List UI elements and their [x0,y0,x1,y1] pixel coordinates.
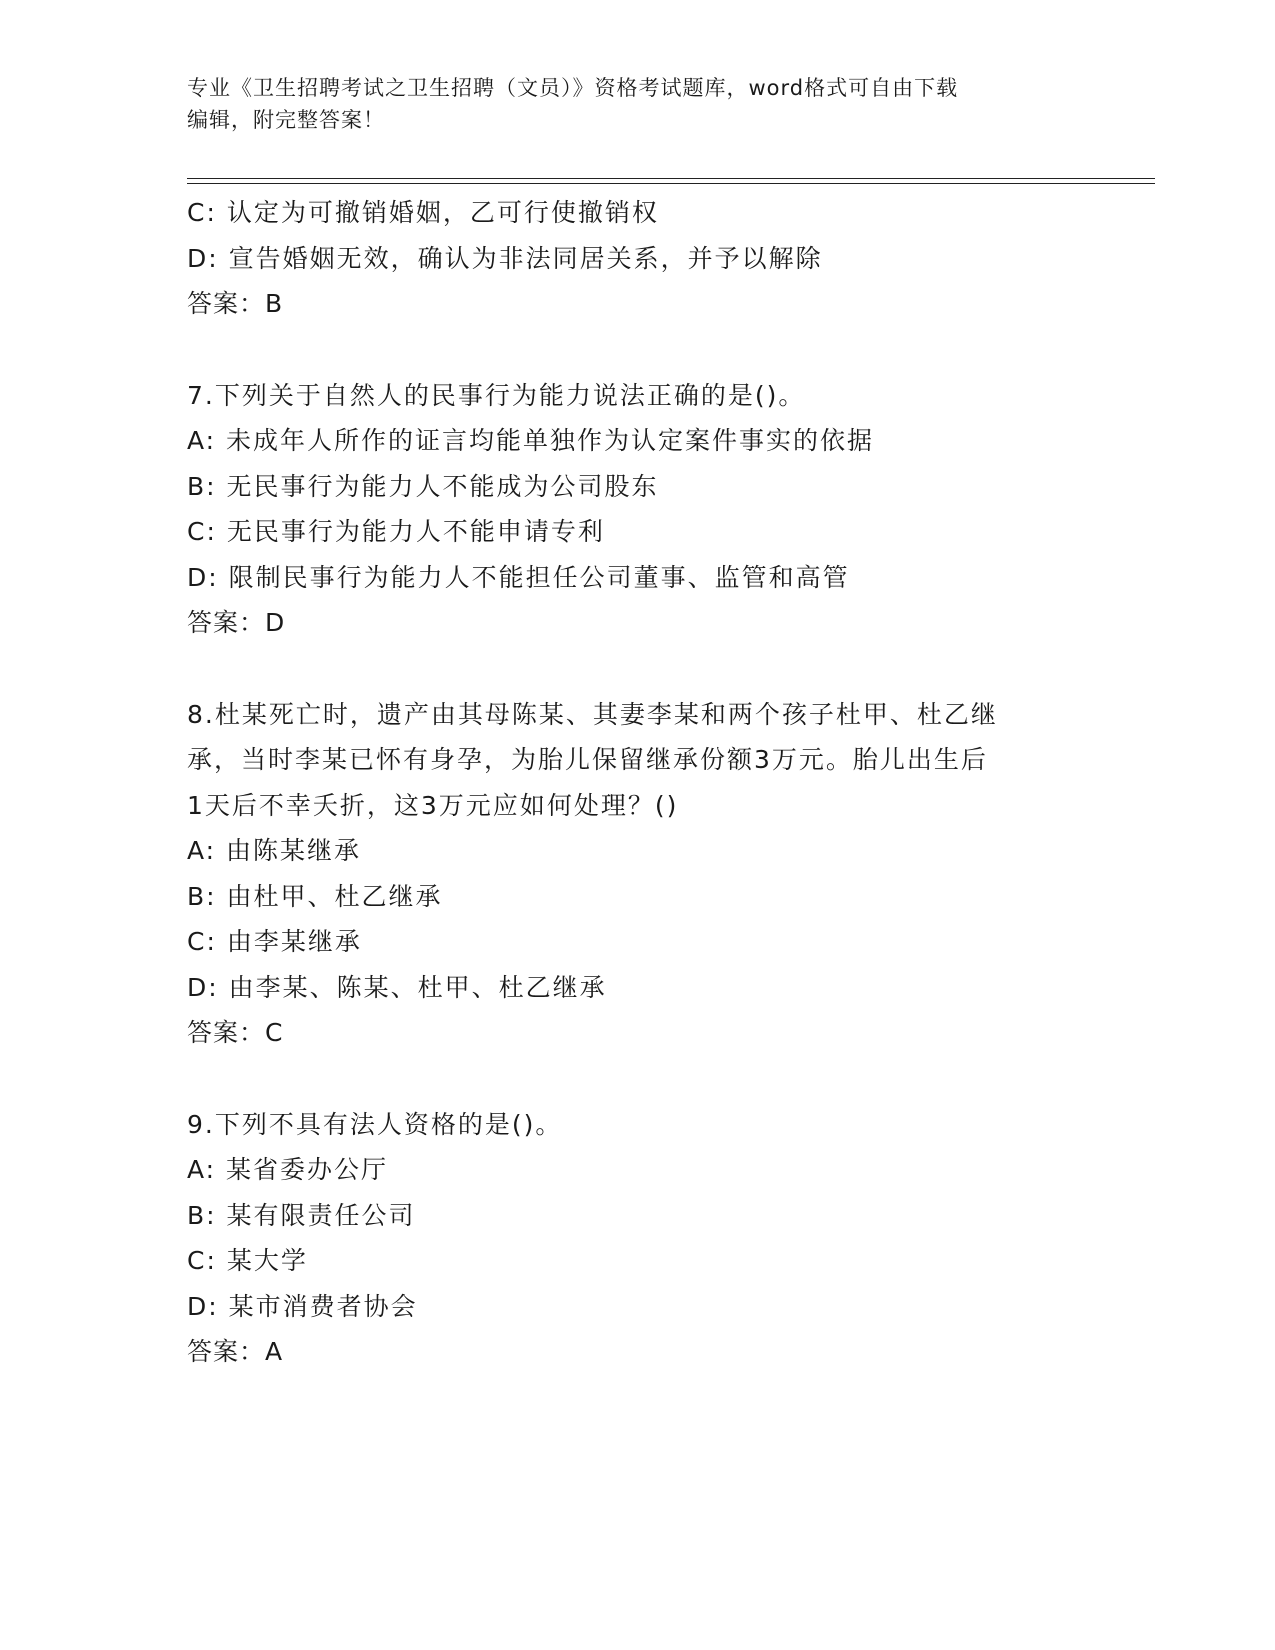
header-line-1: 专业《卫生招聘考试之卫生招聘（文员）》资格考试题库，word格式可自由下载 [187,76,959,100]
question-stem: 7.下列关于自然人的民事行为能力说法正确的是()。 [187,380,806,410]
option-d: D: 由李某、陈某、杜甲、杜乙继承 [187,972,607,1002]
question-stem-line-3: 1天后不幸夭折，这3万元应如何处理？() [187,790,679,820]
header-line-2: 编辑，附完整答案！ [187,108,385,132]
answer: 答案：B [187,289,284,318]
option-a: A: 未成年人所作的证言均能单独作为认定案件事实的依据 [187,426,875,455]
option-c: C: 某大学 [187,1246,308,1275]
question-stem-line-2: 承，当时李某已怀有身孕，为胎儿保留继承份额3万元。胎儿出生后 [187,745,988,774]
document-body [187,190,1147,1375]
header-rule-top [187,178,1155,179]
option-d: D: 宣告婚姻无效，确认为非法同居关系，并予以解除 [187,243,823,273]
answer: 答案：D [187,608,286,637]
option-d: D: 限制民事行为能力人不能担任公司董事、监管和高管 [187,562,850,592]
header-rule-bottom [187,183,1155,184]
option-c: C: 认定为可撤销婚姻，乙可行使撤销权 [187,198,659,227]
option-c: C: 无民事行为能力人不能申请专利 [187,517,605,546]
spacer [187,1056,1147,1102]
answer: 答案：A [187,1337,284,1366]
question-previous [187,190,1147,327]
question-8 [187,692,1147,1056]
option-a: A: 某省委办公厅 [187,1155,389,1184]
option-c: C: 由李某继承 [187,927,362,956]
document-header [187,72,1087,136]
question-stem: 9.下列不具有法人资格的是()。 [187,1109,563,1139]
option-b: B: 由杜甲、杜乙继承 [187,881,443,911]
spacer [187,646,1147,692]
question-stem-line-1: 8.杜某死亡时，遗产由其母陈某、其妻李某和两个孩子杜甲、杜乙继 [187,699,998,729]
question-9 [187,1102,1147,1375]
option-b: B: 无民事行为能力人不能成为公司股东 [187,471,659,501]
answer: 答案：C [187,1018,284,1047]
question-7 [187,373,1147,646]
spacer [187,327,1147,373]
option-b: B: 某有限责任公司 [187,1200,416,1230]
option-d: D: 某市消费者协会 [187,1291,418,1321]
option-a: A: 由陈某继承 [187,836,362,865]
